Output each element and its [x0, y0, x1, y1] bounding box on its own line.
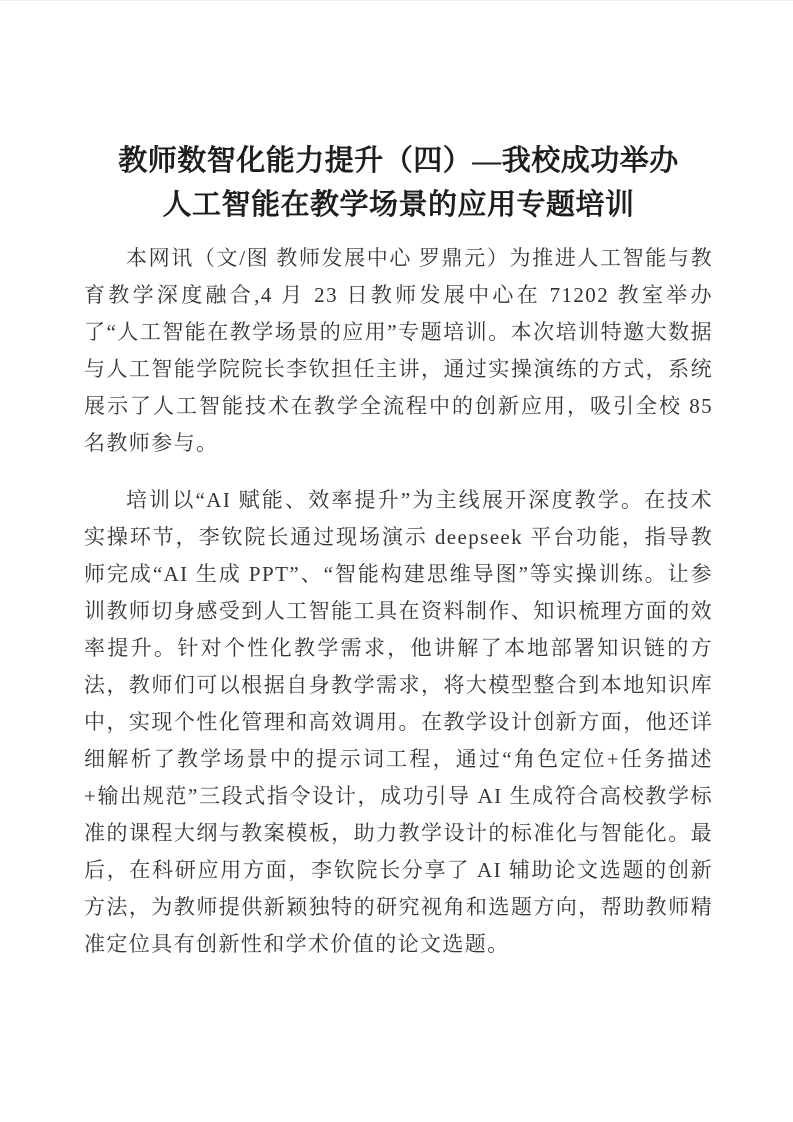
article-paragraph-1: 本网讯（文/图 教师发展中心 罗鼎元）为推进人工智能与教育教学深度融合,4 月 23 日教师发展中心在 71202 教室举办了“人工智能在教学场景的应用”专题培训。本次培训特邀大数据与人工智能学院院长李钦担任主讲，通过实操演练的方式，系统展示了人工智能技术在教学全流程中的创新应用，吸引全校 85 名教师参与。 [84, 246, 713, 455]
article-title-line-2: 人工智能在教学场景的应用专题培训 [162, 189, 635, 221]
article-title [84, 139, 713, 227]
article-paragraph-2: 培训以“AI 赋能、效率提升”为主线展开深度教学。在技术实操环节，李钦院长通过现场演示 deepseek 平台功能，指导教师完成“AI 生成 PPT”、“智能构建思维导图”等实操训练。让参训教师切身感受到人工智能工具在资料制作、知识梳理方面的效率提升。针对个性化教学需求，他讲解了本地部署知识链的方法，教师们可以根据自身教学需求，将大模型整合到本地知识库中，实现个性化管理和高效调用。在教学设计创新方面，他还详细解析了教学场景中的提示词工程，通过“角色定位+任务描述+输出规范”三段式指令设计，成功引导 AI 生成符合高校教学标准的课程大纲与教案模板，助力教学设计的标准化与智能化。最后，在科研应用方面，李钦院长分享了 AI 辅助论文选题的创新方法，为教师提供新颖独特的研究视角和选题方向，帮助教师精准定位具有创新性和学术价值的论文选题。 [84, 488, 713, 956]
article-title-line-1: 教师数智化能力提升（四）—我校成功举办 [118, 145, 679, 177]
article-body [84, 240, 713, 963]
